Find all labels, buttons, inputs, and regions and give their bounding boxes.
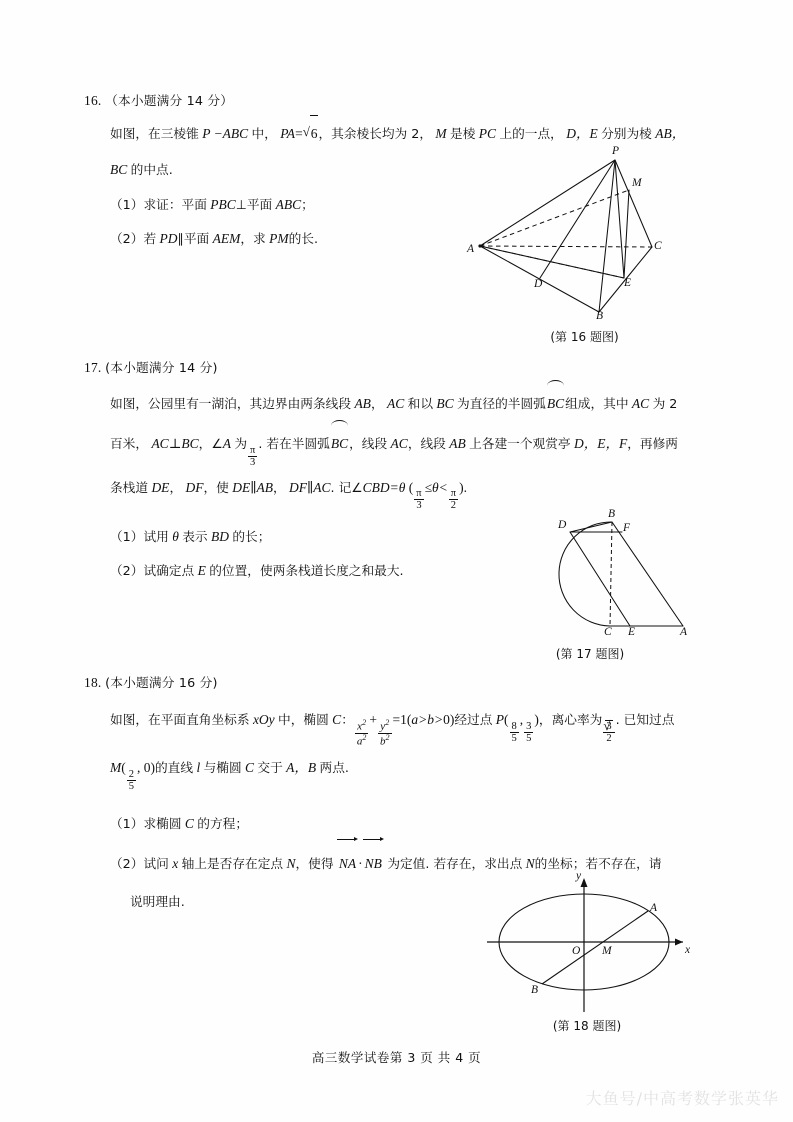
arc-BC-2: BC — [330, 424, 349, 464]
t: 8 — [511, 720, 517, 732]
t: P — [495, 712, 505, 727]
t: M — [110, 760, 122, 776]
t: a>b> — [411, 712, 444, 727]
t: AC — [390, 436, 408, 451]
t: PA — [280, 126, 296, 141]
t: DE — [151, 479, 170, 495]
arc-BC: BC — [546, 384, 565, 424]
t: 和以 — [407, 396, 434, 411]
label-D: D — [558, 519, 567, 531]
t: CBD — [362, 479, 390, 495]
t: 如图，在三棱锥 — [110, 126, 199, 141]
problem-18-header — [84, 672, 749, 691]
t: 6 — [310, 115, 319, 152]
t: 如图，公园里有一湖泊，其边界由两条线段 — [110, 396, 352, 411]
t: 为直径的半圆弧 — [457, 396, 546, 411]
problem-17-number: 17. — [84, 360, 102, 375]
t: = — [295, 126, 303, 141]
label-M: M — [602, 945, 612, 957]
edge-PB — [599, 160, 615, 312]
t: π — [450, 488, 457, 500]
x-axis-arrow — [675, 939, 683, 946]
t: PC — [478, 126, 497, 141]
label-C: C — [654, 240, 662, 252]
problem-16-line-1 — [110, 115, 749, 152]
t: ， — [370, 396, 384, 411]
t: DF — [185, 479, 204, 495]
t: ( — [408, 479, 414, 495]
t: 为定值. 若存在，求出点 — [387, 856, 523, 872]
t: PM — [269, 231, 289, 246]
problem-16-header — [84, 90, 749, 109]
segment-BC-dashed — [610, 522, 612, 626]
semicircle-arc-BC — [559, 522, 612, 626]
frac-pi-3 — [248, 445, 257, 468]
t: ，线段 — [349, 436, 388, 451]
t: 中，椭圆 — [278, 712, 329, 727]
sqrt-6 — [303, 115, 319, 152]
t: C — [184, 816, 194, 832]
t: C — [245, 760, 255, 776]
t: . 已知过点 — [615, 712, 675, 727]
problem-18-line-1 — [110, 699, 749, 747]
t: 的位置，使两条栈道长度之和最大. — [209, 562, 404, 578]
t: . 若在半圆弧 — [258, 436, 330, 451]
t: AB — [354, 396, 371, 411]
t: · — [358, 856, 363, 872]
figure-16-tetrahedron — [467, 145, 697, 325]
t: 表示 — [182, 528, 208, 544]
label-B: B — [608, 508, 616, 520]
t: 5 — [128, 781, 134, 793]
problem-18-sub-1 — [110, 804, 749, 844]
t: AB， — [655, 126, 686, 141]
t: 的中点. — [130, 162, 173, 177]
problem-17-line-1 — [110, 384, 749, 424]
chord-AB — [542, 911, 648, 984]
label-y-axis: y — [576, 870, 582, 882]
figure-18-ellipse — [472, 872, 702, 1017]
t: 组成，其中 — [565, 396, 629, 411]
label-C: C — [604, 626, 612, 638]
frac-x2-a2: $\frac{x^2}{a^2}$ — [356, 717, 367, 748]
t: xOy — [252, 712, 275, 727]
t: 上的一点， — [499, 126, 563, 141]
frac-sqrt3-2 — [603, 720, 614, 744]
t: 3 — [526, 720, 532, 732]
vector-NA: NA — [337, 844, 358, 884]
t: AC — [631, 396, 650, 411]
t: x — [357, 720, 363, 733]
t: 条栈道 — [110, 479, 149, 495]
t: ，求 — [240, 231, 266, 246]
problem-16-number: 16. — [84, 93, 102, 108]
t: 中， — [251, 126, 277, 141]
t: BD — [210, 528, 229, 544]
problem-17-header — [84, 357, 749, 376]
problem-18-line-2 — [110, 747, 749, 792]
label-D: D — [534, 278, 543, 290]
problem-17-points: (本小题满分 14 分) — [105, 360, 218, 375]
t: 的长. — [288, 231, 319, 246]
t: 百米， — [110, 436, 149, 451]
t: 3 — [416, 500, 422, 512]
lake-svg — [490, 508, 690, 638]
vector-NB: NB — [363, 844, 384, 884]
label-P: P — [612, 145, 620, 157]
t: ，其余棱长均为 2， — [318, 126, 433, 141]
t: , 0) — [137, 760, 155, 776]
frac-3-5 — [524, 721, 533, 744]
figure-16-caption: (第 16 题图) — [550, 330, 619, 344]
label-A: A — [680, 626, 688, 638]
t: ，使 — [203, 479, 229, 495]
t: AC⊥BC — [151, 436, 199, 451]
t: ， — [272, 479, 286, 495]
t: 2 — [128, 769, 134, 781]
label-x-axis: x — [685, 944, 691, 956]
t: 经过点 — [454, 712, 493, 727]
t: BC — [436, 396, 454, 411]
t: BC — [110, 162, 128, 177]
t: P −ABC — [202, 126, 249, 141]
t: ，使得 — [295, 856, 334, 872]
t: 2 — [450, 500, 457, 512]
label-B: B — [531, 984, 539, 996]
t: 是棱 — [450, 126, 476, 141]
frac-2-5 — [127, 769, 136, 792]
t: AB — [449, 436, 466, 451]
label-A: A — [650, 902, 658, 914]
t: 轴上是否存在定点 — [181, 856, 284, 872]
t: 0) — [443, 712, 455, 727]
t: ≤θ< — [424, 479, 448, 495]
t: 分别为棱 — [601, 126, 652, 141]
t: （2）试确定点 — [110, 562, 195, 578]
ellipse-svg — [472, 872, 702, 1017]
frac-y2-b2: $\frac{y^2}{b^2}$ — [380, 717, 390, 748]
t: （1）求证：平面 — [110, 197, 207, 212]
y-axis-arrow — [581, 878, 588, 887]
t: DF∥AC — [289, 479, 331, 495]
sqrt-3 — [603, 720, 614, 733]
t: π — [416, 488, 422, 500]
label-M: M — [632, 177, 642, 189]
t: ( — [121, 760, 126, 776]
t: π — [250, 444, 256, 456]
segment-AB — [612, 522, 683, 626]
t: （2）试问 — [110, 856, 169, 872]
t: 5 — [511, 732, 517, 744]
t: AEM — [212, 231, 241, 246]
frac-pi-2-upper — [449, 488, 458, 511]
t: x — [172, 856, 179, 872]
t: ，离心率为 — [538, 712, 603, 727]
t: 交于 — [257, 760, 283, 776]
t: , — [519, 712, 524, 727]
t: ) — [534, 712, 539, 727]
figure-18-caption: (第 18 题图) — [552, 1019, 622, 1033]
t: b — [380, 735, 386, 748]
tetrahedron-svg — [472, 150, 697, 325]
t: 两点. — [319, 760, 349, 776]
label-B: B — [596, 310, 604, 322]
page-footer: 高三数学试卷第 3 页 共 4 页 — [311, 1050, 482, 1065]
t: M — [435, 126, 447, 141]
figure-17-lake — [490, 508, 690, 638]
t: 为 — [234, 436, 248, 451]
t: =θ — [389, 479, 406, 495]
t: PD — [159, 231, 178, 246]
t: ，线段 — [407, 436, 446, 451]
t: + — [369, 712, 377, 727]
label-E: E — [628, 626, 636, 638]
t: ( — [504, 712, 509, 727]
problem-18-number: 18. — [84, 675, 102, 690]
t: ∥平面 — [177, 231, 210, 246]
t: （2）若 — [110, 231, 157, 246]
t: N — [286, 856, 296, 872]
t: ，再修两 — [627, 436, 678, 451]
label-A: A — [467, 243, 475, 255]
t: ). — [459, 479, 467, 495]
problem-16-points: （本小题满分 14 分） — [105, 93, 234, 108]
t: 5 — [526, 732, 532, 744]
t: θ — [172, 528, 179, 544]
t: 为 2 — [652, 396, 678, 411]
t: （1）试用 — [110, 528, 169, 544]
t: D，E，F — [574, 436, 628, 451]
segment-DE — [570, 532, 630, 626]
t: AC — [387, 396, 405, 411]
t: 与椭圆 — [203, 760, 242, 776]
t: E — [197, 562, 206, 578]
label-F: F — [623, 522, 631, 534]
t: C — [332, 712, 342, 727]
frac-pi-3-lower — [414, 488, 423, 511]
t: （1）求椭圆 — [110, 816, 182, 832]
vertex-A-dot — [478, 244, 481, 247]
t: 的长； — [232, 528, 271, 544]
t: 如图，在平面直角坐标系 — [110, 712, 250, 727]
t: 2 — [606, 732, 612, 744]
label-E: E — [624, 277, 632, 289]
figure-17-caption: (第 17 题图) — [555, 647, 625, 661]
t: ABC — [275, 197, 302, 212]
t: A，B — [286, 760, 317, 776]
t: PBC — [210, 197, 236, 212]
t: y — [380, 720, 386, 733]
t: DE∥AB — [232, 479, 273, 495]
t: D，E — [566, 126, 598, 141]
t: ⊥平面 — [235, 197, 273, 212]
t: a — [356, 735, 363, 748]
t: . 记∠ — [330, 479, 363, 495]
label-O: O — [572, 945, 581, 957]
t: 的直线 — [155, 760, 194, 776]
t: l — [196, 760, 201, 776]
t: N — [525, 856, 535, 872]
segment-DB — [570, 522, 612, 532]
t: 3 — [606, 720, 612, 732]
t: 上各建一个观赏亭 — [469, 436, 571, 451]
edge-EM — [624, 190, 629, 278]
t: 的方程； — [197, 816, 249, 832]
problem-18-points: (本小题满分 16 分) — [105, 675, 218, 690]
problem-17-line-2 — [110, 424, 749, 468]
t: ，∠ — [198, 436, 223, 451]
problem-17-line-3 — [110, 468, 749, 512]
t: 3 — [250, 456, 256, 468]
t: 说明理由. — [130, 894, 185, 910]
t: 的坐标；若不存在，请 — [534, 856, 662, 872]
frac-8-5 — [510, 721, 519, 744]
t: A — [222, 436, 231, 451]
t: ， — [169, 479, 183, 495]
t: ； — [301, 197, 314, 212]
t: =1( — [392, 712, 412, 727]
watermark: 大鱼号/中高考数学张英华 — [585, 1089, 779, 1108]
t: ： — [341, 712, 354, 727]
